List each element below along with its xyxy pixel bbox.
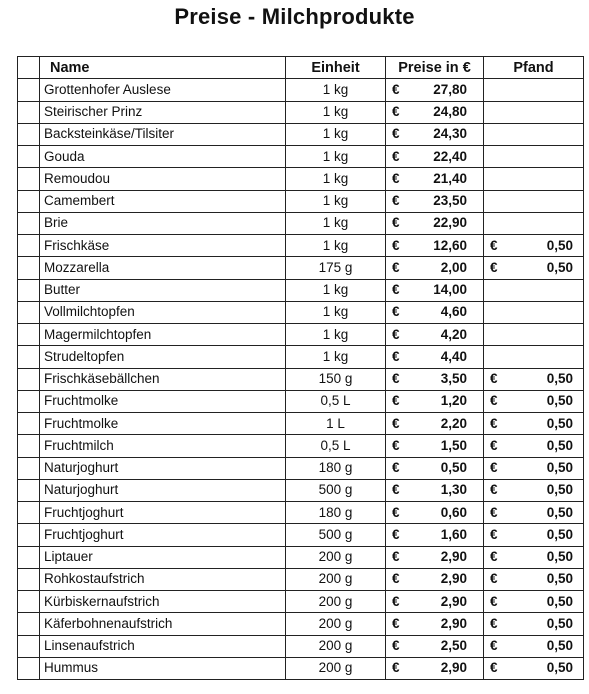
price-cell (386, 279, 484, 301)
price-cell (386, 212, 484, 234)
price-currency: € (392, 615, 400, 631)
table-row (18, 168, 584, 190)
deposit-cell (484, 479, 584, 501)
product-name-cell: Frischkäsebällchen (40, 368, 286, 390)
deposit-amount: 0,50 (546, 371, 573, 387)
table-row (18, 324, 584, 346)
price-cell (386, 524, 484, 546)
price-cell (386, 390, 484, 412)
row-blank-cell (18, 457, 40, 479)
price-amount: 0,60 (440, 504, 467, 520)
product-name-cell: Mozzarella (40, 257, 286, 279)
table-row (18, 657, 584, 679)
deposit-cell (484, 235, 584, 257)
row-blank-cell (18, 212, 40, 234)
table-row (18, 613, 584, 635)
product-name-cell: Fruchtjoghurt (40, 524, 286, 546)
row-blank-cell (18, 146, 40, 168)
price-currency: € (392, 526, 400, 542)
price-amount: 2,90 (440, 593, 467, 609)
price-cell (386, 413, 484, 435)
product-name-cell: Liptauer (40, 546, 286, 568)
row-blank-cell (18, 546, 40, 568)
price-cell (386, 368, 484, 390)
price-cell (386, 146, 484, 168)
price-amount: 4,20 (440, 326, 467, 342)
price-currency: € (392, 393, 400, 409)
price-amount: 1,60 (440, 526, 467, 542)
product-name-cell: Naturjoghurt (40, 479, 286, 501)
price-amount: 14,00 (433, 282, 467, 298)
row-blank-cell (18, 168, 40, 190)
price-amount: 4,40 (440, 348, 467, 364)
price-amount: 4,60 (440, 304, 467, 320)
deposit-currency: € (490, 615, 498, 631)
row-blank-cell (18, 301, 40, 323)
price-cell (386, 568, 484, 590)
product-name-cell: Magermilchtopfen (40, 324, 286, 346)
row-blank-cell (18, 568, 40, 590)
deposit-cell (484, 279, 584, 301)
table-row (18, 190, 584, 212)
deposit-cell (484, 457, 584, 479)
product-name-cell: Steirischer Prinz (40, 101, 286, 123)
deposit-currency: € (490, 526, 498, 542)
deposit-cell (484, 79, 584, 101)
unit-cell: 150 g (286, 368, 386, 390)
price-amount: 22,40 (433, 148, 467, 164)
row-blank-cell (18, 413, 40, 435)
product-name-cell: Fruchtmolke (40, 390, 286, 412)
price-currency: € (392, 348, 400, 364)
unit-cell: 1 kg (286, 301, 386, 323)
price-currency: € (392, 482, 400, 498)
price-amount: 12,60 (433, 237, 467, 253)
price-amount: 1,20 (440, 393, 467, 409)
unit-cell: 1 kg (286, 79, 386, 101)
price-currency: € (392, 571, 400, 587)
unit-cell: 1 kg (286, 235, 386, 257)
deposit-currency: € (490, 437, 498, 453)
price-table (17, 56, 584, 680)
deposit-cell (484, 657, 584, 679)
deposit-amount: 0,50 (546, 237, 573, 253)
deposit-cell (484, 413, 584, 435)
table-body (18, 79, 584, 680)
price-amount: 0,50 (440, 460, 467, 476)
price-currency: € (392, 259, 400, 275)
deposit-amount: 0,50 (546, 437, 573, 453)
deposit-cell (484, 546, 584, 568)
deposit-cell (484, 257, 584, 279)
deposit-currency: € (490, 237, 498, 253)
table-row (18, 591, 584, 613)
row-blank-cell (18, 613, 40, 635)
product-name-cell: Linsenaufstrich (40, 635, 286, 657)
deposit-amount: 0,50 (546, 482, 573, 498)
unit-cell: 1 kg (286, 101, 386, 123)
price-cell (386, 635, 484, 657)
header-name: Name (40, 57, 286, 79)
deposit-cell (484, 390, 584, 412)
price-currency: € (392, 371, 400, 387)
price-currency: € (392, 126, 400, 142)
price-currency: € (392, 593, 400, 609)
row-blank-cell (18, 346, 40, 368)
page-title: Preise - Milchprodukte (174, 4, 415, 29)
row-blank-cell (18, 235, 40, 257)
product-name-cell: Gouda (40, 146, 286, 168)
deposit-cell (484, 635, 584, 657)
deposit-amount: 0,50 (546, 571, 573, 587)
price-amount: 2,90 (440, 571, 467, 587)
product-name-cell: Camembert (40, 190, 286, 212)
deposit-currency: € (490, 593, 498, 609)
deposit-amount: 0,50 (546, 504, 573, 520)
deposit-cell (484, 435, 584, 457)
deposit-cell (484, 324, 584, 346)
price-amount: 1,50 (440, 437, 467, 453)
table-row (18, 635, 584, 657)
price-amount: 24,30 (433, 126, 467, 142)
table-row (18, 212, 584, 234)
deposit-cell (484, 168, 584, 190)
product-name-cell: Fruchtmilch (40, 435, 286, 457)
price-currency: € (392, 215, 400, 231)
header-price: Preise in € (386, 57, 484, 79)
price-currency: € (392, 660, 400, 676)
unit-cell: 200 g (286, 546, 386, 568)
price-amount: 2,90 (440, 615, 467, 631)
price-cell (386, 257, 484, 279)
product-name-cell: Hummus (40, 657, 286, 679)
price-cell (386, 79, 484, 101)
deposit-currency: € (490, 660, 498, 676)
price-cell (386, 613, 484, 635)
unit-cell: 1 kg (286, 168, 386, 190)
deposit-currency: € (490, 259, 498, 275)
product-name-cell: Strudeltopfen (40, 346, 286, 368)
price-cell (386, 168, 484, 190)
product-name-cell: Rohkostaufstrich (40, 568, 286, 590)
table-row (18, 346, 584, 368)
price-currency: € (392, 549, 400, 565)
deposit-amount: 0,50 (546, 259, 573, 275)
table-row (18, 123, 584, 145)
price-amount: 2,90 (440, 660, 467, 676)
product-name-cell: Backsteinkäse/Tilsiter (40, 123, 286, 145)
unit-cell: 1 kg (286, 346, 386, 368)
deposit-currency: € (490, 571, 498, 587)
price-cell (386, 324, 484, 346)
price-cell (386, 190, 484, 212)
deposit-cell (484, 301, 584, 323)
unit-cell: 1 kg (286, 146, 386, 168)
unit-cell: 1 kg (286, 212, 386, 234)
unit-cell: 200 g (286, 635, 386, 657)
deposit-amount: 0,50 (546, 593, 573, 609)
row-blank-cell (18, 123, 40, 145)
price-cell (386, 591, 484, 613)
product-name-cell: Käferbohnenaufstrich (40, 613, 286, 635)
deposit-amount: 0,50 (546, 638, 573, 654)
price-cell (386, 235, 484, 257)
unit-cell: 1 kg (286, 190, 386, 212)
table-row (18, 546, 584, 568)
price-amount: 2,20 (440, 415, 467, 431)
price-cell (386, 657, 484, 679)
price-cell (386, 457, 484, 479)
deposit-currency: € (490, 549, 498, 565)
table-row (18, 368, 584, 390)
deposit-currency: € (490, 371, 498, 387)
price-currency: € (392, 638, 400, 654)
price-currency: € (392, 170, 400, 186)
table-row (18, 435, 584, 457)
price-currency: € (392, 326, 400, 342)
row-blank-cell (18, 435, 40, 457)
price-currency: € (392, 504, 400, 520)
unit-cell: 1 kg (286, 279, 386, 301)
deposit-amount: 0,50 (546, 415, 573, 431)
product-name-cell: Remoudou (40, 168, 286, 190)
unit-cell: 0,5 L (286, 435, 386, 457)
price-amount: 23,50 (433, 193, 467, 209)
table-row (18, 413, 584, 435)
deposit-cell (484, 123, 584, 145)
price-cell (386, 546, 484, 568)
unit-cell: 1 L (286, 413, 386, 435)
table-row (18, 235, 584, 257)
deposit-currency: € (490, 482, 498, 498)
table-row (18, 479, 584, 501)
unit-cell: 200 g (286, 657, 386, 679)
price-currency: € (392, 437, 400, 453)
price-currency: € (392, 460, 400, 476)
deposit-amount: 0,50 (546, 615, 573, 631)
deposit-amount: 0,50 (546, 549, 573, 565)
table-row (18, 524, 584, 546)
deposit-cell (484, 346, 584, 368)
price-amount: 2,50 (440, 638, 467, 654)
unit-cell: 200 g (286, 613, 386, 635)
price-currency: € (392, 282, 400, 298)
price-currency: € (392, 237, 400, 253)
row-blank-cell (18, 79, 40, 101)
unit-cell: 1 kg (286, 123, 386, 145)
deposit-cell (484, 613, 584, 635)
price-amount: 21,40 (433, 170, 467, 186)
deposit-amount: 0,50 (546, 660, 573, 676)
price-amount: 2,00 (440, 259, 467, 275)
price-cell (386, 123, 484, 145)
price-amount: 3,50 (440, 371, 467, 387)
product-name-cell: Frischkäse (40, 235, 286, 257)
table-row (18, 568, 584, 590)
row-blank-cell (18, 502, 40, 524)
product-name-cell: Butter (40, 279, 286, 301)
product-name-cell: Brie (40, 212, 286, 234)
deposit-amount: 0,50 (546, 393, 573, 409)
price-cell (386, 101, 484, 123)
row-blank-cell (18, 390, 40, 412)
row-blank-cell (18, 591, 40, 613)
deposit-amount: 0,50 (546, 526, 573, 542)
row-blank-cell (18, 279, 40, 301)
deposit-cell (484, 591, 584, 613)
table-row (18, 101, 584, 123)
table-row (18, 390, 584, 412)
price-cell (386, 346, 484, 368)
price-amount: 24,80 (433, 104, 467, 120)
product-name-cell: Kürbiskernaufstrich (40, 591, 286, 613)
price-amount: 27,80 (433, 81, 467, 97)
price-amount: 1,30 (440, 482, 467, 498)
table-row (18, 257, 584, 279)
table-header-row (18, 57, 584, 79)
row-blank-cell (18, 635, 40, 657)
deposit-cell (484, 524, 584, 546)
product-name-cell: Fruchtmolke (40, 413, 286, 435)
price-currency: € (392, 415, 400, 431)
deposit-currency: € (490, 638, 498, 654)
header-unit: Einheit (286, 57, 386, 79)
unit-cell: 0,5 L (286, 390, 386, 412)
deposit-currency: € (490, 504, 498, 520)
price-cell (386, 435, 484, 457)
deposit-cell (484, 212, 584, 234)
unit-cell: 200 g (286, 568, 386, 590)
deposit-cell (484, 368, 584, 390)
unit-cell: 500 g (286, 524, 386, 546)
price-amount: 2,90 (440, 549, 467, 565)
deposit-cell (484, 146, 584, 168)
deposit-currency: € (490, 460, 498, 476)
price-cell (386, 301, 484, 323)
deposit-currency: € (490, 393, 498, 409)
deposit-cell (484, 568, 584, 590)
price-currency: € (392, 304, 400, 320)
header-deposit: Pfand (484, 57, 584, 79)
row-blank-cell (18, 101, 40, 123)
unit-cell: 200 g (286, 591, 386, 613)
price-currency: € (392, 104, 400, 120)
deposit-cell (484, 502, 584, 524)
product-name-cell: Grottenhofer Auslese (40, 79, 286, 101)
deposit-amount: 0,50 (546, 460, 573, 476)
table-row (18, 301, 584, 323)
unit-cell: 500 g (286, 479, 386, 501)
header-blank-cell (18, 57, 40, 79)
table-row (18, 279, 584, 301)
price-amount: 22,90 (433, 215, 467, 231)
row-blank-cell (18, 657, 40, 679)
price-cell (386, 479, 484, 501)
table-row (18, 457, 584, 479)
price-currency: € (392, 148, 400, 164)
product-name-cell: Vollmilchtopfen (40, 301, 286, 323)
table-row (18, 146, 584, 168)
row-blank-cell (18, 524, 40, 546)
price-currency: € (392, 193, 400, 209)
row-blank-cell (18, 479, 40, 501)
table-row (18, 502, 584, 524)
product-name-cell: Fruchtjoghurt (40, 502, 286, 524)
deposit-currency: € (490, 415, 498, 431)
unit-cell: 1 kg (286, 324, 386, 346)
row-blank-cell (18, 257, 40, 279)
row-blank-cell (18, 368, 40, 390)
unit-cell: 175 g (286, 257, 386, 279)
unit-cell: 180 g (286, 457, 386, 479)
deposit-cell (484, 190, 584, 212)
row-blank-cell (18, 190, 40, 212)
table-row (18, 79, 584, 101)
product-name-cell: Naturjoghurt (40, 457, 286, 479)
unit-cell: 180 g (286, 502, 386, 524)
price-cell (386, 502, 484, 524)
row-blank-cell (18, 324, 40, 346)
price-currency: € (392, 81, 400, 97)
deposit-cell (484, 101, 584, 123)
